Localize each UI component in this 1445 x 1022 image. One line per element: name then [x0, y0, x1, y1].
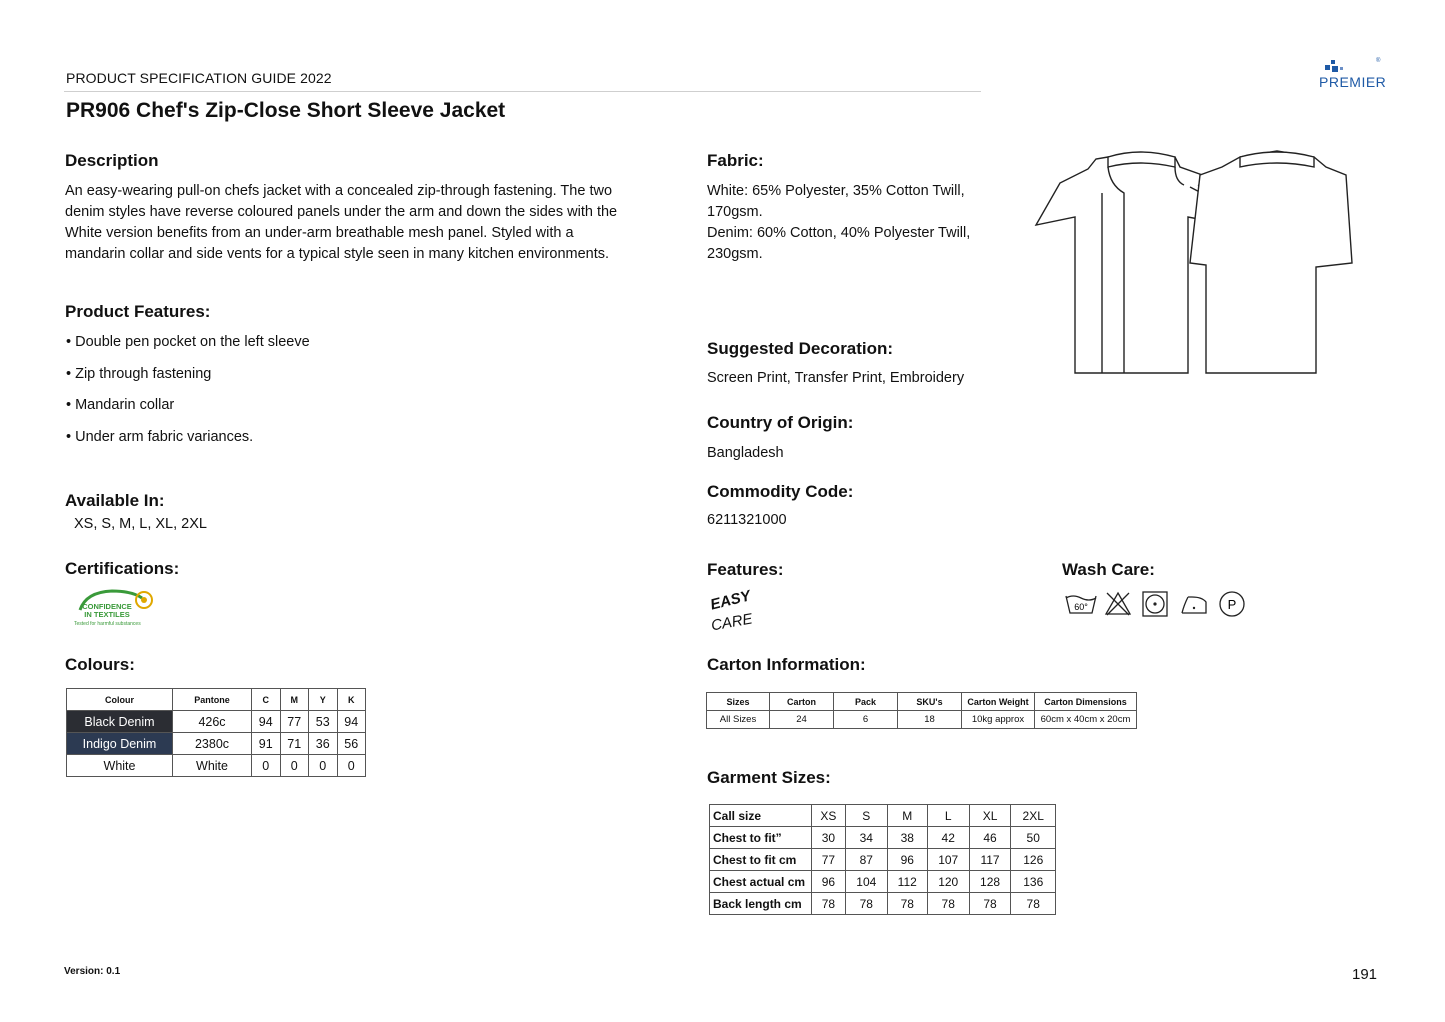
certifications-heading: Certifications: [65, 559, 180, 578]
colour-swatch-black-denim: Black Denim [67, 711, 173, 733]
garment-sizes-table [709, 804, 1056, 915]
features-heading: Features: [707, 560, 784, 579]
carton-table [706, 692, 1137, 729]
garment-sizes-heading: Garment Sizes: [707, 768, 831, 787]
description-line: White version benefits from an under-arm breathable mesh panel. Styled with a [65, 225, 574, 241]
table-cell: 96 [887, 849, 927, 871]
country-of-origin-value: Bangladesh [707, 445, 784, 461]
table-cell: 78 [1011, 893, 1056, 915]
table-header-row [67, 689, 366, 711]
row-label: Back length cm [710, 893, 812, 915]
table-cell: 107 [927, 849, 969, 871]
table-row [710, 827, 1056, 849]
table-cell: 94 [252, 711, 281, 733]
table-header: Carton Dimensions [1035, 693, 1137, 711]
colour-swatch-white: White [67, 755, 173, 777]
header-divider [64, 91, 981, 92]
table-cell: 71 [280, 733, 309, 755]
available-sizes: XS, S, M, L, XL, 2XL [74, 516, 207, 532]
table-cell: 78 [969, 893, 1011, 915]
table-cell: 2380c [173, 733, 252, 755]
table-cell: 0 [280, 755, 309, 777]
commodity-code-value: 6211321000 [707, 512, 787, 528]
description-heading: Description [65, 151, 159, 170]
carton-information-heading: Carton Information: [707, 655, 866, 674]
table-cell: 128 [969, 871, 1011, 893]
tumble-dry-icon [1142, 591, 1168, 617]
table-header: M [280, 689, 309, 711]
table-cell: 18 [898, 711, 962, 729]
iron-low-icon [1180, 593, 1208, 615]
table-cell: 426c [173, 711, 252, 733]
table-cell: 91 [252, 733, 281, 755]
table-cell: 77 [280, 711, 309, 733]
table-header: K [337, 689, 366, 711]
table-header: XS [812, 805, 846, 827]
table-header: Colour [67, 689, 173, 711]
wash-care-heading: Wash Care: [1062, 560, 1155, 579]
easy-care-line: CARE [709, 610, 754, 635]
guide-title: PRODUCT SPECIFICATION GUIDE 2022 [66, 70, 332, 86]
table-header: Call size [710, 805, 812, 827]
confidence-in-textiles-badge [72, 588, 162, 632]
table-cell: 0 [309, 755, 338, 777]
table-header: Pantone [173, 689, 252, 711]
table-cell: 56 [337, 733, 366, 755]
table-row [67, 711, 366, 733]
table-cell: 112 [887, 871, 927, 893]
professional-clean-p-icon [1218, 590, 1246, 618]
suggested-decoration-value: Screen Print, Transfer Print, Embroidery [707, 370, 965, 386]
table-cell: 38 [887, 827, 927, 849]
list-item: • Under arm fabric variances. [66, 428, 254, 445]
table-header: Y [309, 689, 338, 711]
fabric-text [707, 181, 970, 265]
table-cell: 46 [969, 827, 1011, 849]
product-title: PR906 Chef's Zip-Close Short Sleeve Jacket [66, 99, 506, 122]
table-cell: White [173, 755, 252, 777]
fabric-line: White: 65% Polyester, 35% Cotton Twill, [707, 183, 965, 199]
easy-care-line: EASY [708, 587, 753, 614]
list-item: • Mandarin collar [66, 397, 175, 413]
table-header: SKU's [898, 693, 962, 711]
table-cell: 0 [252, 755, 281, 777]
premier-logo [1318, 60, 1388, 100]
table-cell: 77 [812, 849, 846, 871]
table-cell: 60cm x 40cm x 20cm [1035, 711, 1137, 729]
page-number: 191 [1352, 966, 1378, 983]
row-label: Chest to fit” [710, 827, 812, 849]
fabric-heading: Fabric: [707, 151, 764, 170]
product-features-heading: Product Features: [65, 302, 211, 321]
logo-text: PREMIER [1319, 74, 1387, 90]
logo-registered-mark: ® [1376, 58, 1381, 64]
fabric-line: Denim: 60% Cotton, 40% Polyester Twill, [707, 225, 971, 241]
description-text [65, 181, 617, 265]
fabric-line: 170gsm. [707, 204, 763, 220]
table-cell: 6 [834, 711, 898, 729]
table-cell: 117 [969, 849, 1011, 871]
row-label: Chest actual cm [710, 871, 812, 893]
table-cell: 78 [927, 893, 969, 915]
wash-care-icons [1064, 590, 1246, 618]
table-cell: 126 [1011, 849, 1056, 871]
table-header: M [887, 805, 927, 827]
list-item: • Zip through fastening [66, 365, 212, 382]
table-cell: 87 [845, 849, 887, 871]
country-of-origin-heading: Country of Origin: [707, 413, 854, 432]
table-cell: 36 [309, 733, 338, 755]
table-cell: 78 [887, 893, 927, 915]
description-line: mandarin collar and side vents for a typical style seen in many kitchen environments. [65, 246, 610, 262]
table-row [67, 733, 366, 755]
fabric-line: 230gsm. [707, 246, 763, 262]
table-cell: 104 [845, 871, 887, 893]
table-header: C [252, 689, 281, 711]
description-line: denim styles have reverse coloured panels under the arm and down the sides with the [65, 204, 618, 220]
product-features-list [66, 334, 310, 460]
table-row [67, 755, 366, 777]
premier-logo-mark-icon [1322, 60, 1352, 74]
wash-temperature: 60° [1074, 602, 1088, 612]
suggested-decoration-heading: Suggested Decoration: [707, 339, 894, 358]
easy-care-icon [708, 588, 758, 640]
table-cell: 78 [845, 893, 887, 915]
table-row [710, 871, 1056, 893]
table-cell: 0 [337, 755, 366, 777]
row-label: Chest to fit cm [710, 849, 812, 871]
table-header: Sizes [707, 693, 770, 711]
colour-swatch-indigo-denim: Indigo Denim [67, 733, 173, 755]
table-header: S [845, 805, 887, 827]
colours-heading: Colours: [65, 655, 135, 674]
table-cell: 50 [1011, 827, 1056, 849]
jacket-illustration [1030, 145, 1360, 380]
wash-60-icon [1064, 591, 1098, 617]
table-header: Carton Weight [962, 693, 1035, 711]
table-header: Pack [834, 693, 898, 711]
colours-table [66, 688, 366, 777]
badge-tagline: Tested for harmful substances [74, 621, 141, 627]
table-header-row [710, 805, 1056, 827]
version-label: Version: 0.1 [64, 966, 121, 977]
table-header: XL [969, 805, 1011, 827]
badge-line: CONFIDENCE [82, 602, 132, 611]
table-cell: 24 [770, 711, 834, 729]
commodity-code-heading: Commodity Code: [707, 482, 854, 501]
table-cell: 94 [337, 711, 366, 733]
do-not-bleach-icon [1104, 591, 1132, 617]
badge-line: IN TEXTILES [84, 610, 130, 619]
table-header: Carton [770, 693, 834, 711]
table-row [710, 893, 1056, 915]
available-in-heading: Available In: [65, 491, 165, 510]
table-header-row [707, 693, 1137, 711]
table-cell: 10kg approx [962, 711, 1035, 729]
table-cell: 96 [812, 871, 846, 893]
table-row [707, 711, 1137, 729]
table-cell: 42 [927, 827, 969, 849]
table-cell: 53 [309, 711, 338, 733]
list-item: • Double pen pocket on the left sleeve [66, 334, 310, 350]
table-cell: 30 [812, 827, 846, 849]
description-line: An easy-wearing pull-on chefs jacket with a concealed zip-through fastening. The two [65, 183, 613, 199]
table-row [710, 849, 1056, 871]
table-cell: 78 [812, 893, 846, 915]
table-cell: 34 [845, 827, 887, 849]
table-cell: 120 [927, 871, 969, 893]
professional-clean-letter: P [1227, 597, 1237, 612]
table-cell: All Sizes [707, 711, 770, 729]
table-cell: 136 [1011, 871, 1056, 893]
table-header: 2XL [1011, 805, 1056, 827]
table-header: L [927, 805, 969, 827]
